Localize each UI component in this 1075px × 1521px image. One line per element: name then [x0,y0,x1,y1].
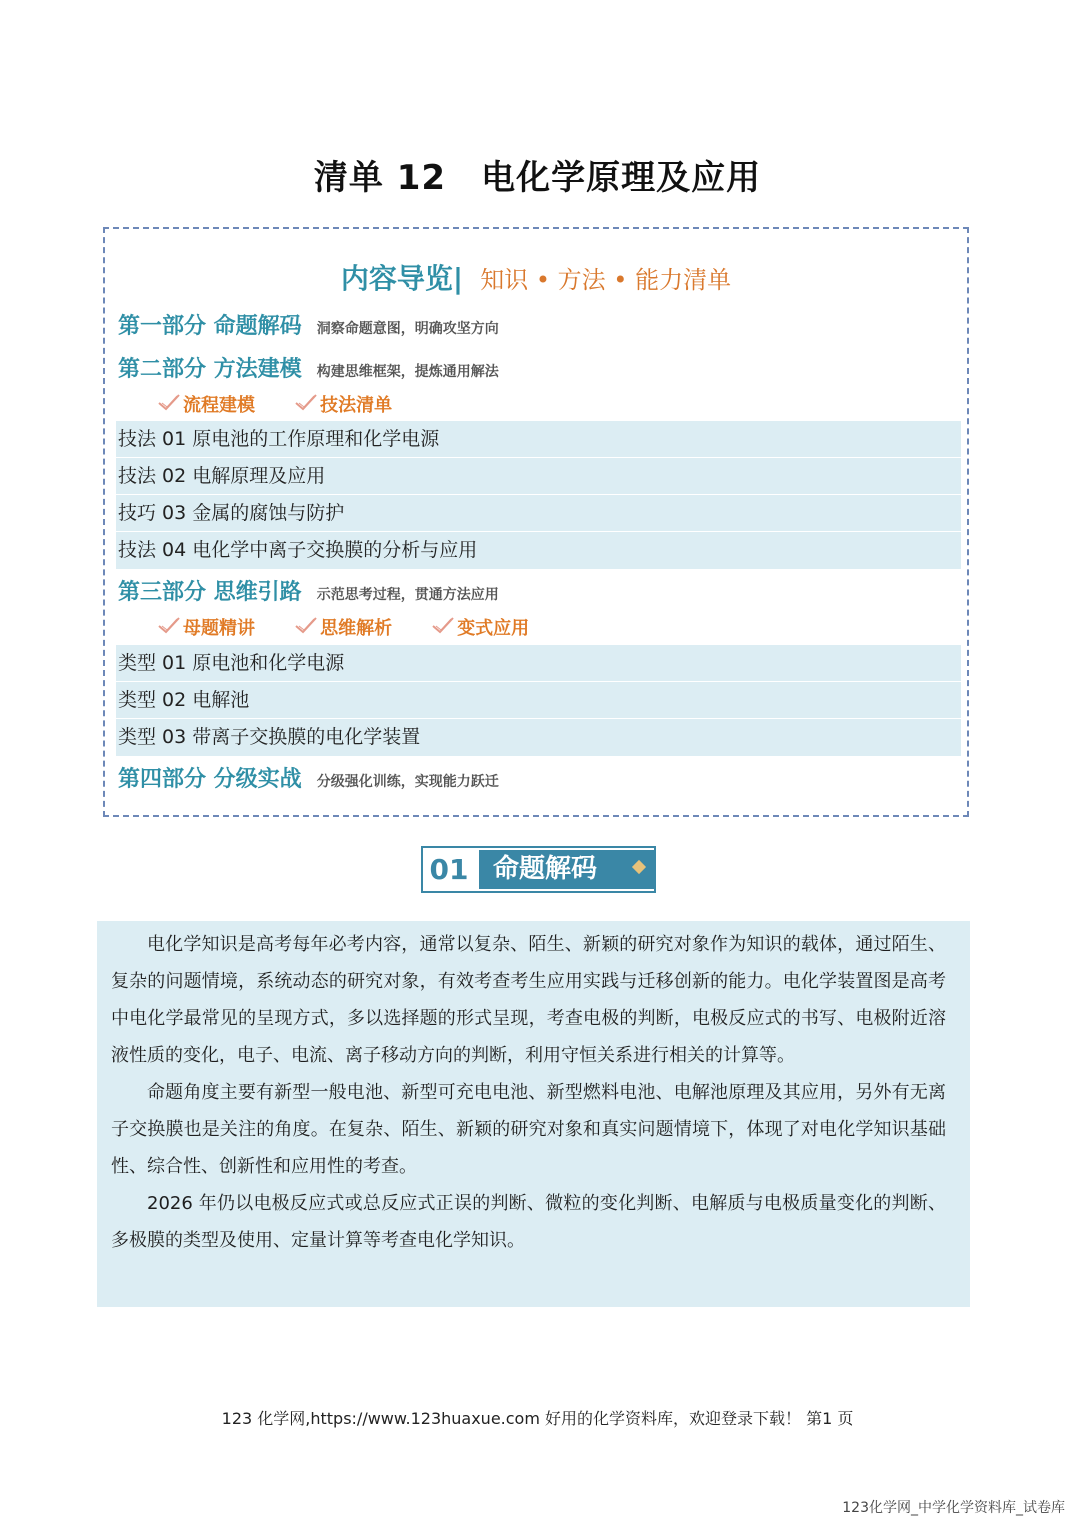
checkmark-icon [157,392,181,416]
part-3-item-list [116,645,961,756]
toc-heading-bar: | [452,262,464,295]
method-mother-problem: 母题精讲 [183,618,255,639]
toc-part-2-desc: 构建思维框架，提炼通用解法 [316,364,499,380]
toc-part-1-desc: 洞察命题意图，明确攻坚方向 [316,321,499,337]
toc-part-3[interactable] [118,575,499,607]
checkmark-icon [294,392,318,416]
part-2-methods [157,391,426,419]
toc-part-2[interactable] [118,352,499,384]
method-technique-list: 技法清单 [320,395,393,416]
toc-item-type-01[interactable]: 类型 01 原电池和化学电源 [116,645,961,682]
intro-paragraph-1: 电化学知识是高考每年必考内容，通常以复杂、陌生、新颖的研究对象作为知识的载体，通过陌生、复杂的问题情境，系统动态的研究对象，有效考查考生应用实践与迁移创新的能力。电化学装置图是高考中电化学最常见的呈现方式，多以选择题的形式呈现，考查电极的判断，电极反应式的书写、电极附近溶液性质的变化，电子、电流、离子移动方向的判断，利用守恒关系进行相关的计算等。 [111,934,946,1066]
method-variant-application: 变式应用 [457,618,530,639]
toc-heading [105,257,967,297]
checkmark-icon [431,615,455,639]
toc-heading-sub: 知识 • 方法 • 能力清单 [480,266,732,294]
toc-item-type-03[interactable]: 类型 03 带离子交换膜的电化学装置 [118,726,421,748]
toc-item-technique-02[interactable]: 技法 02 电解原理及应用 [116,458,961,495]
intro-paragraph-2: 命题角度主要有新型一般电池、新型可充电电池、新型燃料电池、电解池原理及其应用，另外有无离子交换膜也是关注的角度。在复杂、陌生、新颖的研究对象和真实问题情境下，体现了对电化学知识基础性、综合性、创新性和应用性的考查。 [111,1082,946,1177]
toc-heading-main: 内容导览 [340,262,453,295]
section-badge-label: 命题解码 [479,850,654,889]
toc-part-1[interactable] [118,309,499,341]
toc-part-4[interactable] [118,762,499,794]
watermark-text: 123化学网_中学化学资料库_试卷库 [842,1500,1065,1516]
toc-part-2-title: 第二部分 方法建模 [118,357,302,382]
toc-item-technique-01[interactable]: 技法 01 原电池的工作原理和化学电源 [116,421,961,458]
intro-text-box [97,921,970,1307]
toc-item-type-02[interactable]: 类型 02 电解池 [116,682,961,719]
section-badge [421,846,656,893]
page-title: 清单 12 电化学原理及应用 [313,158,762,198]
toc-part-3-title: 第三部分 思维引路 [118,580,302,605]
method-process-modeling: 流程建模 [183,395,255,416]
part-2-item-list [116,421,961,569]
toc-item-technique-04[interactable]: 技法 04 电化学中离子交换膜的分析与应用 [118,539,478,561]
toc-part-4-title: 第四部分 分级实战 [118,767,302,792]
toc-part-4-desc: 分级强化训练，实现能力跃迁 [316,774,499,790]
toc-part-3-desc: 示范思考过程，贯通方法应用 [316,587,499,603]
toc-part-1-title: 第一部分 命题解码 [118,314,302,339]
content-overview-box [103,227,969,817]
section-badge-number: 01 [429,853,469,886]
toc-item-technique-03[interactable]: 技巧 03 金属的腐蚀与防护 [116,495,961,532]
checkmark-icon [294,615,318,639]
checkmark-icon [157,615,181,639]
intro-paragraph-3: 2026 年仍以电极反应式或总反应式正误的判断、微粒的变化判断、电解质与电极质量变化的判断、多极膜的类型及使用、定量计算等考查电化学知识。 [111,1193,946,1251]
page-footer: 123 化学网,https://www.123huaxue.com 好用的化学资料库，欢迎登录下载！ 第1 页 [221,1409,854,1428]
part-3-methods [157,614,563,642]
method-thinking-analysis: 思维解析 [320,618,393,639]
